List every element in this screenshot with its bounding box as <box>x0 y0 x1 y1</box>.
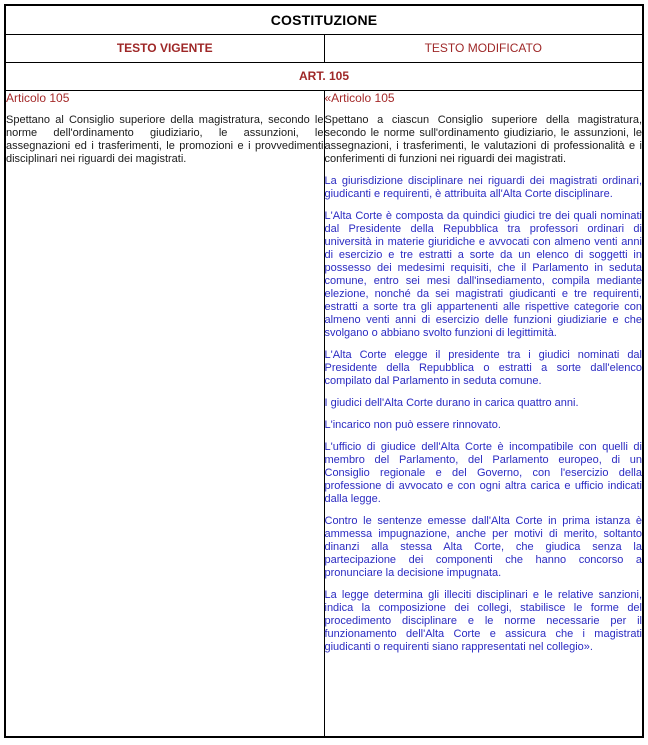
comparison-table <box>4 4 644 738</box>
column-header-row <box>5 34 643 62</box>
content-row <box>5 90 643 737</box>
paragraph: L'incarico non può essere rinnovato. <box>324 418 501 431</box>
column-header-testo-modificato: TESTO MODIFICATO <box>324 34 643 62</box>
paragraph: Spettano al Consiglio superiore della magistratura, secondo le norme dell'ordinamento giudiziario, le assunzioni, le assegnazioni ed i trasferimenti, le promozioni e i provvedimenti disciplinari nei riguardi dei magistrati. <box>6 113 324 165</box>
current-text-cell <box>5 90 324 737</box>
paragraph: Spettano a ciascun Consiglio superiore della magistratura, secondo le norme sull'ordinamento giudiziario, le assunzioni, le assegnazioni, i trasferimenti, le valutazioni di professionalità e i conferimenti di funzioni nei riguardi dei magistrati. <box>324 113 642 165</box>
title-row <box>5 5 643 34</box>
column-header-testo-vigente: TESTO VIGENTE <box>5 34 324 62</box>
article-number-header: ART. 105 <box>5 62 643 90</box>
paragraph: L'ufficio di giudice dell'Alta Corte è incompatibile con quelli di membro del Parlamento, del Parlamento europeo, di un Consiglio regionale e del Governo, con l'esercizio della professione di avvocato e con ogni altra carica e ufficio indicati dalla legge. <box>324 440 642 505</box>
paragraph: Contro le sentenze emesse dall'Alta Corte in prima istanza è ammessa impugnazione, anche per motivi di merito, soltanto dinanzi alla stessa Alta Corte, che giudica senza la partecipazione dei componenti che hanno concorso a pronunciare la decisione impugnata. <box>324 514 642 579</box>
modified-article-heading: «Articolo 105 <box>324 90 395 105</box>
current-paragraphs <box>6 114 324 166</box>
paragraph: La giurisdizione disciplinare nei riguardi dei magistrati ordinari, giudicanti e requirenti, è attribuita all'Alta Corte disciplinare. <box>324 174 642 200</box>
document-title: COSTITUZIONE <box>5 5 643 34</box>
article-header-row <box>5 62 643 90</box>
paragraph: I giudici dell'Alta Corte durano in carica quattro anni. <box>324 396 579 409</box>
paragraph: La legge determina gli illeciti disciplinari e le relative sanzioni, indica la composizione dei collegi, stabilisce le forme del procedimento disciplinare e le norme necessarie per il funzionamento dell'Alta Corte e assicura che i magistrati giudicanti o requirenti siano rappresentati nel collegio». <box>324 588 642 653</box>
modified-text-cell <box>324 90 643 737</box>
modified-paragraphs <box>325 114 643 654</box>
paragraph: L'Alta Corte è composta da quindici giudici tre dei quali nominati dal Presidente della Repubblica tra professori ordinari di università in materie giuridiche e avvocati con almeno venti anni di esercizio e tre estratti a sorte da un elenco di soggetti in possesso dei medesimi requisiti, che il Parlamento in seduta comune, entro sei mesi dall'insediamento, compila mediante elezione, nonché da sei magistrati giudicanti e tre requirenti, estratti a sorte tra gli appartenenti alle rispettive categorie con almeno venti anni di esercizio delle funzioni giudiziarie e che svolgano o abbiano svolto funzioni di legittimità. <box>324 209 642 339</box>
paragraph: L'Alta Corte elegge il presidente tra i giudici nominati dal Presidente della Repubblica o estratti a sorte dall'elenco compilato dal Parlamento in seduta comune. <box>324 348 642 387</box>
current-article-heading: Articolo 105 <box>6 90 70 105</box>
